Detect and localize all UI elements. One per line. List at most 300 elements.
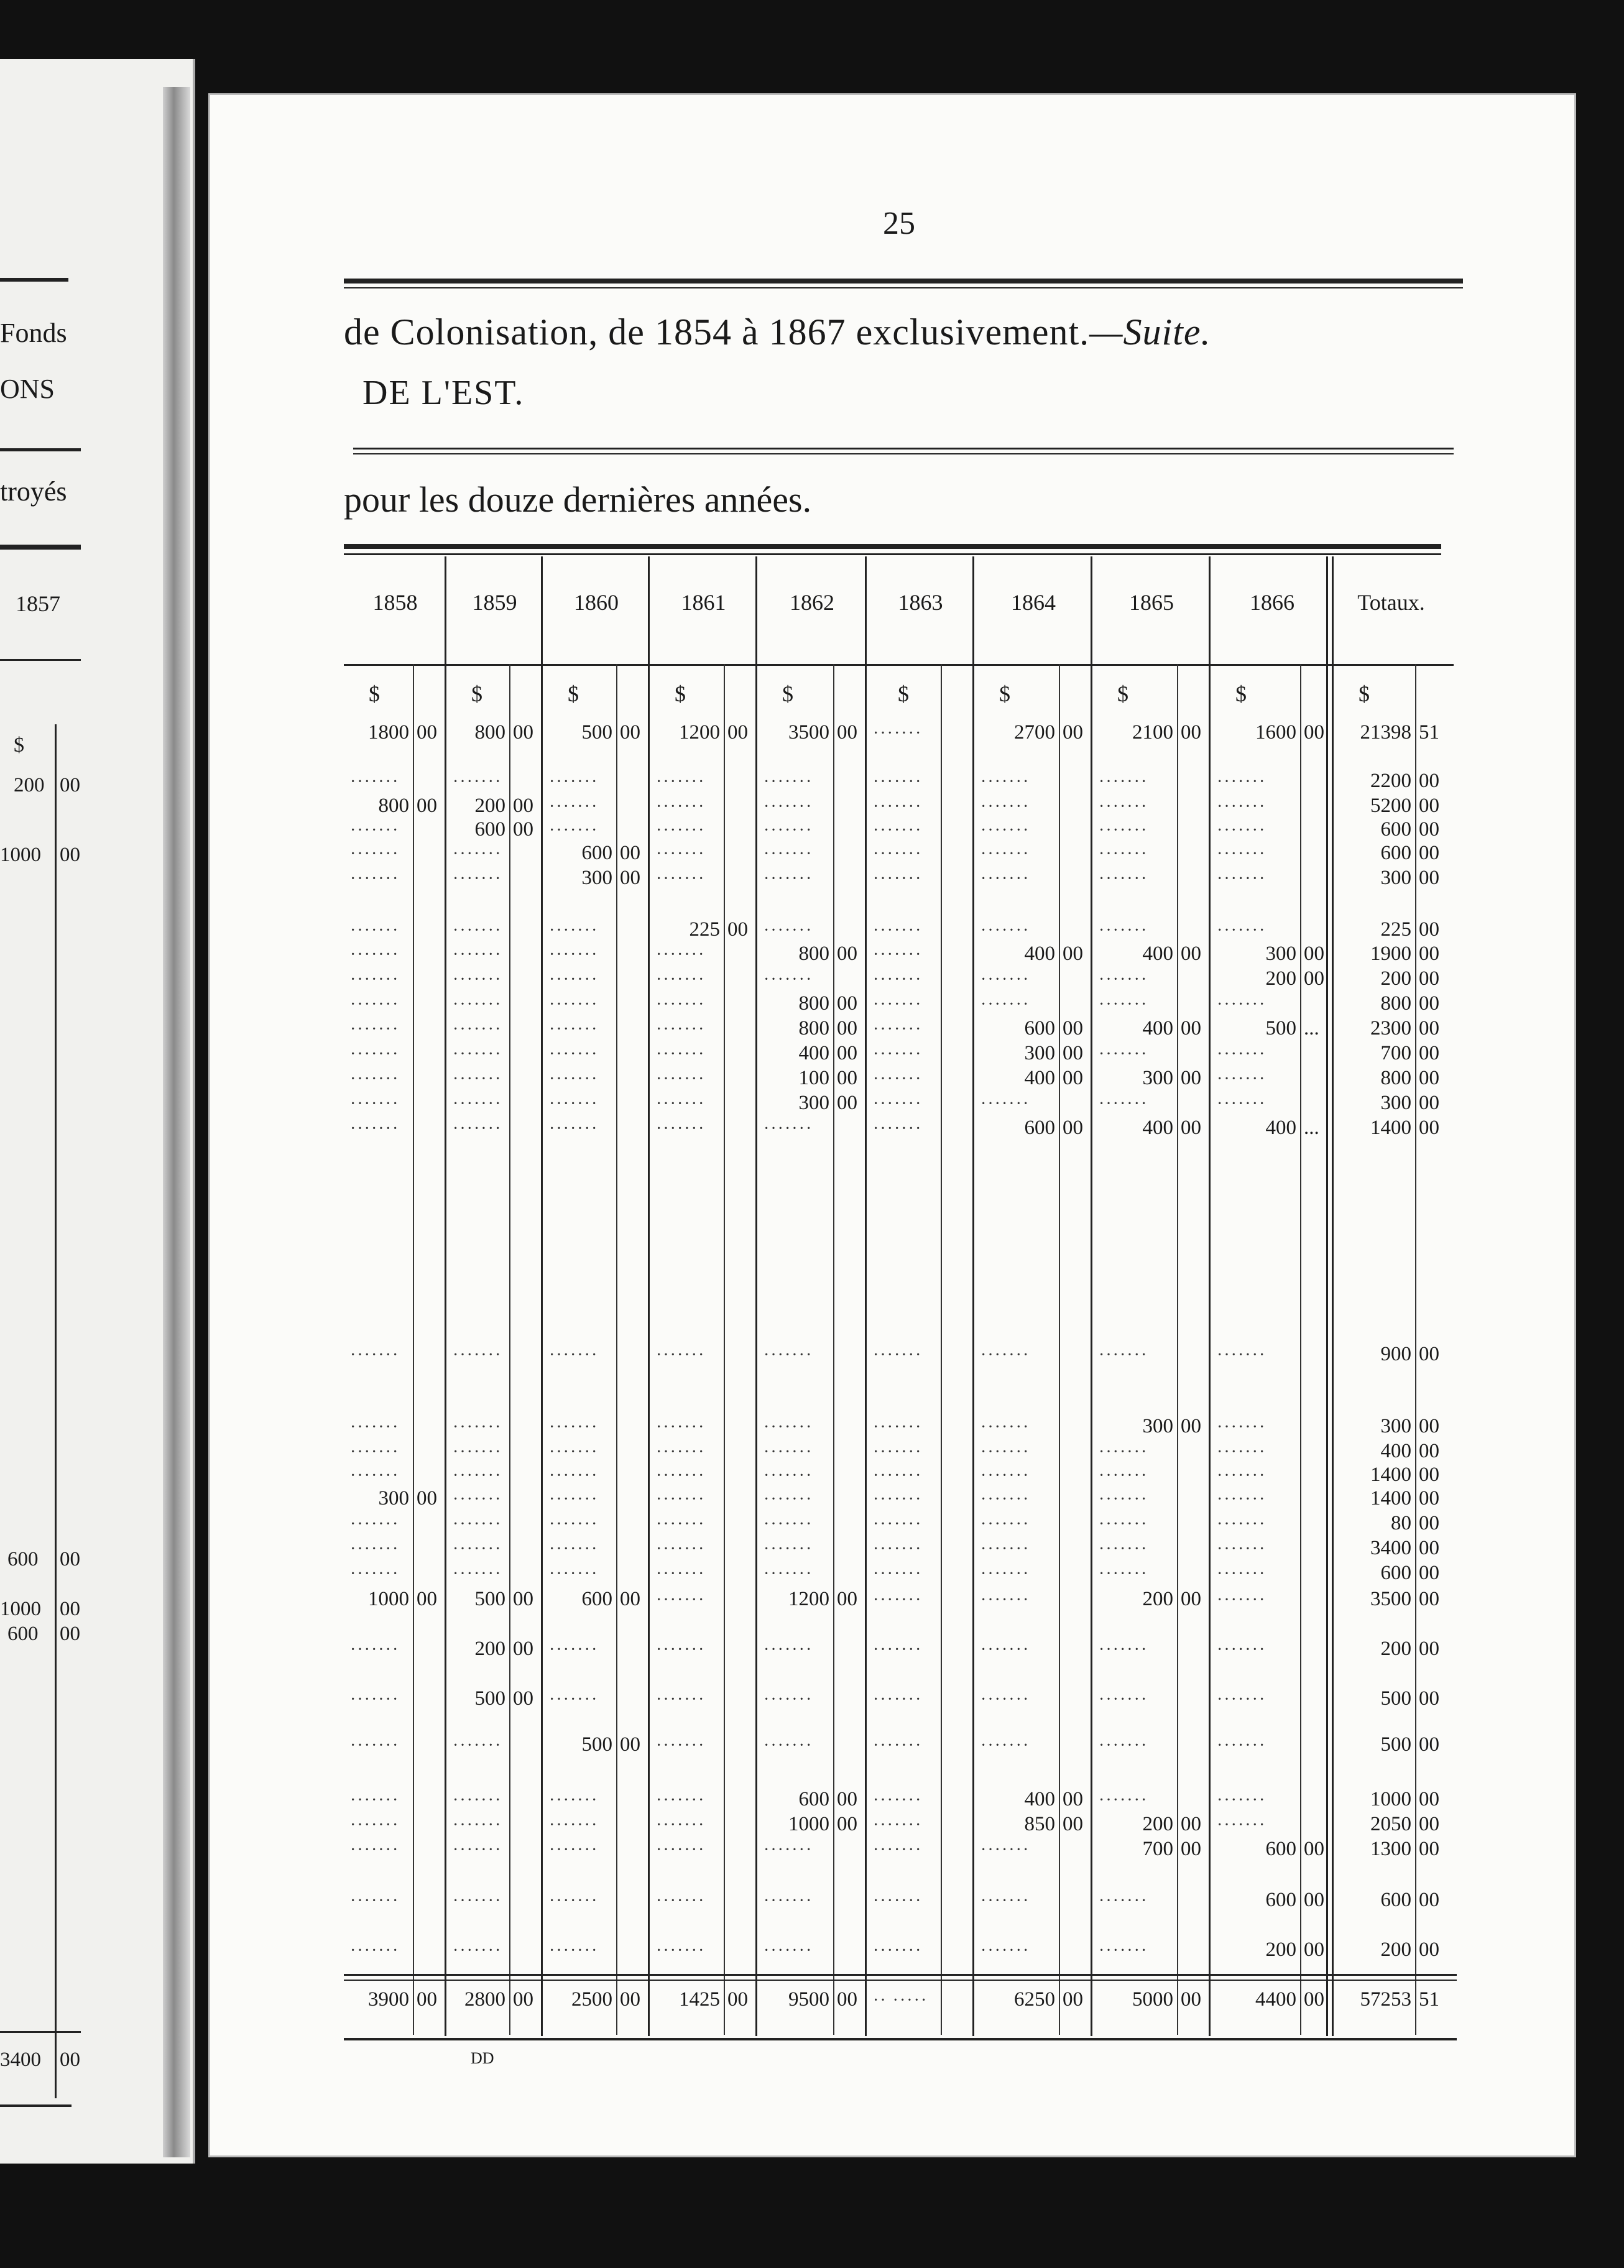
table-cell: 1800	[368, 721, 409, 744]
leader-dots: ·······	[453, 1020, 502, 1039]
leader-dots: ·······	[350, 1514, 400, 1534]
leader-dots: ·······	[453, 970, 502, 989]
leader-dots: ·······	[873, 1044, 923, 1064]
leader-dots: ·······	[1099, 1442, 1148, 1462]
leader-dots: ·······	[350, 844, 400, 864]
totals-cell-cents: 51	[1419, 1988, 1439, 2011]
leader-dots: ·······	[1099, 1941, 1148, 1960]
leader-dots: ·······	[656, 772, 706, 791]
leader-dots: ·······	[656, 1690, 706, 1709]
table-cell-cents: 00	[1419, 818, 1439, 841]
leader-dots: ·······	[549, 1466, 599, 1485]
cents-divider	[833, 664, 834, 2035]
table-cell-cents: 00	[837, 1588, 857, 1610]
currency-sign: $	[999, 681, 1010, 706]
top-rule-thin	[344, 287, 1463, 288]
column-divider	[865, 556, 867, 2036]
column-header-totaux: Totaux.	[1357, 590, 1425, 615]
leader-dots: ·······	[1217, 1069, 1266, 1089]
table-cell: 600	[1380, 842, 1411, 864]
cents-divider	[1177, 664, 1178, 2035]
table-cell: 500	[1380, 1733, 1411, 1756]
headline	[344, 311, 1211, 354]
table-cell: 600	[1024, 1117, 1055, 1139]
column-header-1863: 1863	[898, 590, 943, 615]
table-cell-cents: 00	[417, 721, 437, 744]
table-cell: 1200	[679, 721, 720, 744]
leader-dots: ·······	[1099, 1690, 1148, 1709]
left-cents: 00	[60, 1598, 80, 1620]
leader-dots: ·······	[350, 1891, 400, 1911]
table-cell-cents: 00	[727, 918, 748, 941]
table-cell: 300	[1380, 1415, 1411, 1437]
totals-cell-cents: 00	[837, 1988, 857, 2011]
leader-dots: ·······	[453, 1539, 502, 1559]
leader-dots: ·······	[1099, 1514, 1148, 1534]
leader-dots: ·······	[873, 1020, 923, 1039]
table-cell: 80	[1391, 1512, 1411, 1534]
table-cell: 500	[581, 1733, 612, 1756]
cents-divider	[616, 664, 617, 2035]
leader-dots: ·······	[656, 1442, 706, 1462]
table-cell-cents: 00	[1419, 1487, 1439, 1510]
table-cell-cents: 00	[513, 1588, 533, 1610]
headline-suffix: —Suite.	[1089, 311, 1211, 353]
leader-dots: ·······	[764, 1514, 813, 1534]
column-divider	[445, 556, 446, 2036]
leader-dots: ·······	[980, 1466, 1030, 1485]
leader-dots: ·······	[350, 970, 400, 989]
leader-dots: ·······	[873, 1069, 923, 1089]
mid-rule-thin	[353, 453, 1454, 454]
table-cell: 400	[1265, 1117, 1296, 1139]
table-cell-cents: 00	[1419, 918, 1439, 941]
leader-dots: ·······	[656, 1044, 706, 1064]
leader-dots: ·······	[1217, 1564, 1266, 1583]
table-cell-cents: 00	[1419, 1042, 1439, 1064]
totals-cell-cents: 00	[620, 1988, 640, 2011]
table-cell-cents: 00	[1063, 1017, 1083, 1040]
leader-dots: ·······	[873, 1891, 923, 1911]
leader-dots: ·······	[453, 1044, 502, 1064]
table-cell-cents: 00	[1419, 795, 1439, 817]
leader-dots: ·······	[1099, 1891, 1148, 1911]
table-cell-cents: 00	[620, 1733, 640, 1756]
leader-dots: ·······	[656, 1020, 706, 1039]
leader-dots: ·······	[453, 1941, 502, 1960]
table-cell-cents: 00	[1419, 1788, 1439, 1810]
leader-dots: ·······	[350, 1791, 400, 1810]
table-cell-cents: 00	[1063, 1117, 1083, 1139]
table-cell: 600	[798, 1788, 829, 1810]
leader-dots: ·······	[453, 1119, 502, 1138]
leader-dots: ·······	[453, 945, 502, 964]
table-cell-cents: 00	[1063, 1788, 1083, 1810]
top-rule	[344, 279, 1463, 284]
leader-dots: ·······	[453, 1564, 502, 1583]
leader-dots: ·······	[980, 1345, 1030, 1365]
table-cell: 300	[378, 1487, 409, 1510]
leader-dots: ·······	[873, 1840, 923, 1860]
leader-dots: ·······	[873, 970, 923, 989]
table-cell-cents: 00	[1419, 1092, 1439, 1114]
leader-dots: ·······	[656, 844, 706, 864]
table-cell: 600	[1380, 818, 1411, 841]
table-cell: 400	[1024, 943, 1055, 965]
table-cell: 2700	[1014, 721, 1055, 744]
table-cell-cents: 00	[1304, 1889, 1324, 1911]
leader-dots: ·······	[873, 1345, 923, 1365]
table-cell: 800	[798, 992, 829, 1015]
page-number: 25	[883, 206, 915, 241]
table-cell-cents: 00	[1419, 943, 1439, 965]
table-cell-cents: 00	[1304, 967, 1324, 990]
table-cell: 400	[1380, 1440, 1411, 1462]
table-cell: 400	[1142, 943, 1173, 965]
table-cell-cents: 00	[1063, 1067, 1083, 1089]
leader-dots: ·······	[549, 1514, 599, 1534]
leader-dots: ·······	[453, 995, 502, 1014]
leader-dots: ·······	[549, 1690, 599, 1709]
table-cell: 200	[1265, 1938, 1296, 1961]
leader-dots: ·······	[549, 1069, 599, 1089]
table-cell: 1400	[1370, 1117, 1411, 1139]
column-header-1859: 1859	[472, 590, 517, 615]
table-cell-cents: ...	[1304, 1117, 1319, 1139]
leader-dots: ·······	[549, 1442, 599, 1462]
leader-dots: ·······	[873, 1564, 923, 1583]
leader-dots: ·······	[980, 1490, 1030, 1509]
leader-dots: ·······	[873, 1094, 923, 1113]
leader-dots: ·······	[764, 1442, 813, 1462]
leader-dots: ·······	[350, 869, 400, 888]
table-cell-cents: 00	[1419, 1464, 1439, 1486]
leader-dots: ·······	[764, 1690, 813, 1709]
table-cell-cents: 00	[417, 1487, 437, 1510]
table-cell-cents: 00	[1063, 721, 1083, 744]
leader-dots: ·······	[350, 1539, 400, 1559]
table-cell-cents: 00	[1419, 1117, 1439, 1139]
leader-dots: ·······	[980, 1564, 1030, 1583]
leader-dots: ·······	[453, 1442, 502, 1462]
table-cell: 600	[474, 818, 505, 841]
leader-dots: ·······	[656, 1069, 706, 1089]
leader-dots: ·······	[873, 821, 923, 840]
cents-divider	[724, 664, 725, 2035]
cents-divider	[1300, 664, 1301, 2035]
column-divider	[541, 556, 543, 2036]
leader-dots: ·······	[980, 921, 1030, 940]
leader-dots: ·······	[656, 1840, 706, 1860]
table-cell-cents: 00	[1063, 1042, 1083, 1064]
table-cell: 1400	[1370, 1464, 1411, 1486]
leader-dots: ·······	[350, 1044, 400, 1064]
leader-dots: ·······	[350, 945, 400, 964]
currency-sign: $	[898, 681, 909, 706]
leader-dots: ·······	[549, 1539, 599, 1559]
leader-dots: ·······	[549, 1044, 599, 1064]
leader-dots: ·······	[873, 1539, 923, 1559]
table-cell: 850	[1024, 1813, 1055, 1835]
table-cell-cents: 00	[1181, 1067, 1201, 1089]
leader-dots: ·······	[873, 921, 923, 940]
leader-dots: ·······	[764, 970, 813, 989]
leader-dots: ·······	[1099, 797, 1148, 816]
table-cell: 500	[581, 721, 612, 744]
leader-dots: ·······	[549, 1891, 599, 1911]
table-cell-cents: 00	[620, 1588, 640, 1610]
leader-dots: ·······	[980, 869, 1030, 888]
table-cell: 300	[1142, 1415, 1173, 1437]
leader-dots: ·······	[350, 1094, 400, 1113]
table-top-rule-thin	[344, 553, 1441, 555]
leader-dots: ·······	[873, 945, 923, 964]
table-cell: 700	[1142, 1838, 1173, 1860]
leader-dots: ·······	[873, 1442, 923, 1462]
table-cell: 600	[1265, 1889, 1296, 1911]
leader-dots: ·······	[1099, 869, 1148, 888]
leader-dots: ·······	[764, 1564, 813, 1583]
leader-dots: ·······	[549, 1840, 599, 1860]
table-cell: 200	[1380, 1638, 1411, 1660]
table-cell-cents: 00	[1419, 1017, 1439, 1040]
subhead: DE L'EST.	[362, 374, 525, 412]
leader-dots: ·······	[1217, 921, 1266, 940]
table-cell: 2300	[1370, 1017, 1411, 1040]
table-cell: 400	[1142, 1017, 1173, 1040]
left-value: 200	[14, 774, 45, 796]
column-divider	[648, 556, 650, 2036]
table-cell: 225	[689, 918, 720, 941]
leader-dots: ·······	[980, 772, 1030, 791]
table-cell: 1900	[1370, 943, 1411, 965]
table-cell: 200	[1380, 967, 1411, 990]
leader-dots: ·······	[656, 945, 706, 964]
table-cell: 2050	[1370, 1813, 1411, 1835]
leader-dots: ·······	[980, 821, 1030, 840]
leader-dots: ·······	[1217, 1590, 1266, 1610]
leader-dots: ·······	[980, 1539, 1030, 1559]
leader-dots: ·······	[764, 797, 813, 816]
table-cell: 500	[474, 1588, 505, 1610]
table-cell-cents: 00	[1419, 1733, 1439, 1756]
leader-dots: ·······	[1217, 1044, 1266, 1064]
leader-dots: ·······	[549, 1418, 599, 1437]
leader-dots: ·······	[350, 995, 400, 1014]
table-cell-cents: 00	[417, 795, 437, 817]
leader-dots: ·······	[656, 1815, 706, 1835]
column-header-1866: 1866	[1250, 590, 1294, 615]
table-cell-cents: ...	[1304, 1017, 1319, 1040]
leader-dots: ·······	[350, 821, 400, 840]
totals-cell-cents: 00	[513, 1988, 533, 2011]
currency-sign: $	[1235, 681, 1247, 706]
leader-dots: ·······	[350, 1442, 400, 1462]
leader-dots: ·······	[873, 869, 923, 888]
leader-dots: ·······	[453, 1418, 502, 1437]
table-cell: 300	[1380, 867, 1411, 889]
table-cell-cents: 00	[513, 818, 533, 841]
table-cell-cents: 00	[1419, 1067, 1439, 1089]
leader-dots: ·······	[350, 1466, 400, 1485]
leader-dots: ·······	[453, 1815, 502, 1835]
table-cell-cents: 00	[1181, 943, 1201, 965]
leader-dots: ·······	[350, 1345, 400, 1365]
book-spine	[163, 87, 190, 2157]
leader-dots: ·······	[656, 1490, 706, 1509]
table-caption: pour les douze dernières années.	[344, 479, 812, 520]
table-cell: 1000	[788, 1813, 829, 1835]
leader-dots: ·······	[1217, 821, 1266, 840]
table-cell-cents: 00	[837, 943, 857, 965]
table-cell-cents: 00	[1063, 943, 1083, 965]
leader-dots: ·······	[873, 1736, 923, 1755]
leader-dots: ·······	[1217, 1418, 1266, 1437]
left-value: 1000	[0, 844, 41, 866]
leader-dots: ·······	[980, 844, 1030, 864]
table-cell: 800	[798, 943, 829, 965]
cents-divider	[413, 664, 414, 2035]
column-header-1858: 1858	[372, 590, 418, 615]
table-cell: 3500	[1370, 1588, 1411, 1610]
leader-dots: ·······	[873, 1941, 923, 1960]
leader-dots: ·······	[453, 921, 502, 940]
table-cell: 100	[798, 1067, 829, 1089]
table-cell-cents: 00	[620, 721, 640, 744]
leader-dots: ·······	[873, 1490, 923, 1509]
table-cell: 700	[1380, 1042, 1411, 1064]
table-cell-cents: 00	[1419, 1588, 1439, 1610]
left-subtitle-fragment: ONS	[0, 374, 55, 404]
leader-dots: ·······	[350, 921, 400, 940]
table-cell-cents: 00	[1419, 1638, 1439, 1660]
column-header-1864: 1864	[1011, 590, 1056, 615]
leader-dots: ·······	[656, 1466, 706, 1485]
leader-dots: ·······	[549, 995, 599, 1014]
totals-cell: 3900	[368, 1988, 409, 2011]
leader-dots: ·······	[1217, 1442, 1266, 1462]
leader-dots: ·······	[1217, 772, 1266, 791]
cents-divider	[509, 664, 510, 2035]
leader-dots: ·······	[1099, 1345, 1148, 1365]
table-cell: 1000	[368, 1588, 409, 1610]
table-cell-cents: 00	[1419, 992, 1439, 1015]
bottom-rule	[344, 2038, 1457, 2040]
leader-dots: ·······	[873, 1514, 923, 1534]
currency-sign: $	[568, 681, 579, 706]
leader-dots: ·· ·····	[873, 1991, 928, 2010]
leader-dots: ·······	[873, 1590, 923, 1610]
leader-dots: ·······	[980, 995, 1030, 1014]
leader-dots: ·······	[656, 1564, 706, 1583]
table-cell: 1600	[1255, 721, 1296, 744]
leader-dots: ·······	[453, 1514, 502, 1534]
table-cell: 300	[1265, 943, 1296, 965]
leader-dots: ·······	[980, 1891, 1030, 1911]
leader-dots: ·······	[1217, 995, 1266, 1014]
table-cell-cents: 00	[1419, 967, 1439, 990]
leader-dots: ·······	[873, 1640, 923, 1659]
leader-dots: ·······	[1099, 1539, 1148, 1559]
leader-dots: ·······	[656, 1539, 706, 1559]
table-cell-cents: 00	[837, 1042, 857, 1064]
totals-cell: 2500	[571, 1988, 612, 2011]
leader-dots: ·······	[453, 869, 502, 888]
currency-sign: $	[471, 681, 482, 706]
leader-dots: ·······	[1217, 1539, 1266, 1559]
leader-dots: ·······	[980, 1418, 1030, 1437]
leader-dots: ·······	[549, 1640, 599, 1659]
table-cell: 400	[798, 1042, 829, 1064]
leader-dots: ·······	[1099, 844, 1148, 864]
table-cell-cents: 00	[837, 1813, 857, 1835]
leader-dots: ·······	[1217, 1490, 1266, 1509]
leader-dots: ·······	[549, 1791, 599, 1810]
table-cell-cents: 00	[837, 1067, 857, 1089]
leader-dots: ·······	[350, 1840, 400, 1860]
left-currency: $	[14, 734, 24, 757]
table-cell-cents: 00	[1419, 1537, 1439, 1559]
leader-dots: ·······	[549, 1020, 599, 1039]
table-cell: 500	[1265, 1017, 1296, 1040]
leader-dots: ·······	[764, 1490, 813, 1509]
leader-dots: ·······	[656, 1119, 706, 1138]
table-cell-cents: 00	[837, 1788, 857, 1810]
leader-dots: ·······	[1217, 844, 1266, 864]
totals-cell-cents: 00	[1181, 1988, 1201, 2011]
column-header-1862: 1862	[790, 590, 834, 615]
headline-text: de Colonisation, de 1854 à 1867 exclusivement.	[344, 311, 1090, 353]
left-total: 3400	[0, 2049, 41, 2071]
left-cents: 00	[60, 1548, 80, 1570]
leader-dots: ·······	[1217, 1640, 1266, 1659]
leader-dots: ·······	[1217, 1514, 1266, 1534]
leader-dots: ·······	[1217, 1815, 1266, 1835]
leader-dots: ·······	[453, 1466, 502, 1485]
leader-dots: ·······	[764, 1418, 813, 1437]
table-cell: 200	[1380, 1938, 1411, 1961]
table-cell-cents: 00	[1419, 1415, 1439, 1437]
leader-dots: ·······	[656, 1094, 706, 1113]
leader-dots: ·······	[656, 821, 706, 840]
table-cell: 900	[1380, 1343, 1411, 1365]
table-cell: 400	[1024, 1067, 1055, 1089]
leader-dots: ·······	[549, 797, 599, 816]
table-cell: 400	[1024, 1788, 1055, 1810]
footer-signature-mark: DD	[471, 2049, 494, 2067]
table-cell: 600	[1265, 1838, 1296, 1860]
leader-dots: ·······	[980, 1640, 1030, 1659]
table-cell-cents: 00	[1419, 1687, 1439, 1710]
left-cents: 00	[60, 774, 80, 796]
leader-dots: ·······	[1217, 1466, 1266, 1485]
totals-rule-thin	[344, 1980, 1457, 1981]
table-cell: 500	[1380, 1687, 1411, 1710]
leader-dots: ·······	[350, 1418, 400, 1437]
table-cell-cents: 00	[513, 795, 533, 817]
leader-dots: ·······	[764, 1345, 813, 1365]
leader-dots: ·······	[453, 1094, 502, 1113]
leader-dots: ·······	[1099, 921, 1148, 940]
left-year: 1857	[16, 591, 60, 616]
table-cell: 225	[1380, 918, 1411, 941]
table-cell: 3400	[1370, 1537, 1411, 1559]
leader-dots: ·······	[350, 1564, 400, 1583]
table-cell-cents: 00	[1419, 1512, 1439, 1534]
table-cell: 800	[1380, 1067, 1411, 1089]
leader-dots: ·······	[873, 1791, 923, 1810]
leader-dots: ·······	[873, 1119, 923, 1138]
